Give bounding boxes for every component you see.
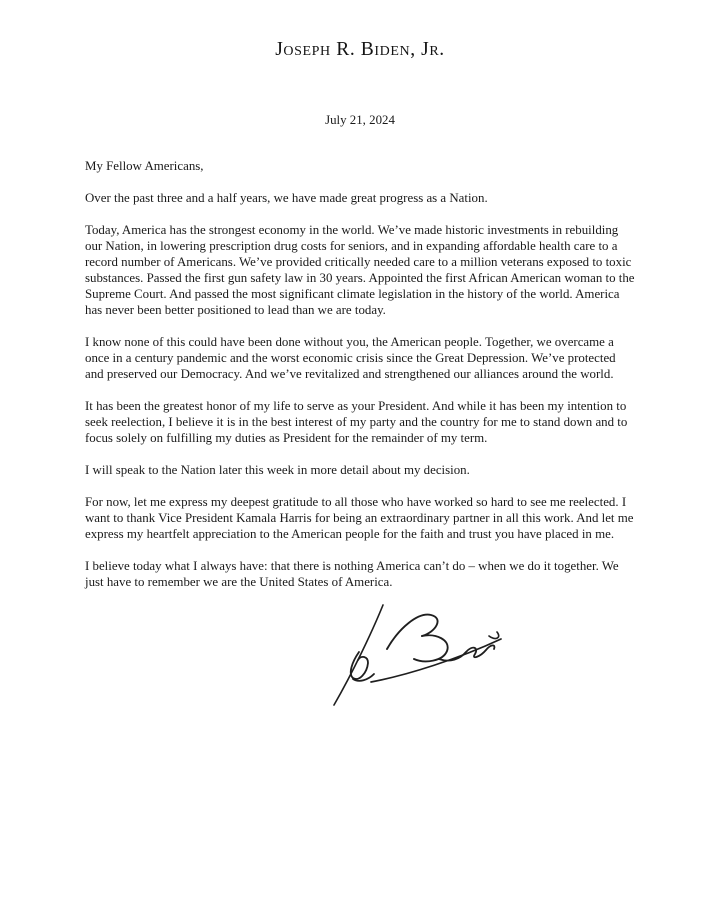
- signature-image: [323, 602, 528, 710]
- date-line: July 21, 2024: [325, 113, 395, 127]
- paragraph-accomplishments: Today, America has the strongest economy in the world. We’ve made historic investments in rebuilding our Nation, in lowering prescription drug costs for seniors, and in expanding affordable health care to a record number of Americans. We’ve provided critically needed care to a million veterans exposed to toxic substances. Passed the first gun safety law in 30 years. Appointed the first African American woman to the Supreme Court. And passed the most significant climate legislation in the history of the world. America has never been better positioned to lead than we are today.: [85, 223, 635, 317]
- letterhead: Joseph R. Biden, Jr.: [275, 39, 445, 60]
- paragraph-gratitude: For now, let me express my deepest gratitude to all those who have worked so hard to see me reelected. I want to thank Vice President Kamala Harris for being an extraordinary partner in all this work. And let me express my heartfelt appreciation to the American people for the faith and trust you have placed in me.: [85, 495, 634, 541]
- paragraph-american-people: I know none of this could have been done without you, the American people. Together, we overcame a once in a century pandemic and the worst economic crisis since the Great Depression. We’ve protected and preserved our Democracy. And we’ve revitalized and strengthened our alliances around the world.: [85, 335, 616, 381]
- paragraph-progress: Over the past three and a half years, we have made great progress as a Nation.: [85, 191, 488, 205]
- paragraph-stand-down: It has been the greatest honor of my life to serve as your President. And while it has been my intention to seek reelection, I believe it is in the best interest of my party and the country for me to stand down and to focus solely on fulfilling my duties as President for the remainder of my term.: [85, 399, 628, 445]
- signature-block: [323, 602, 528, 710]
- paragraph-closing: I believe today what I always have: that there is nothing America can’t do – when we do it together. We just have to remember we are the United States of America.: [85, 559, 619, 589]
- salutation: My Fellow Americans,: [85, 159, 204, 173]
- paragraph-speak-to-nation: I will speak to the Nation later this week in more detail about my decision.: [85, 463, 470, 477]
